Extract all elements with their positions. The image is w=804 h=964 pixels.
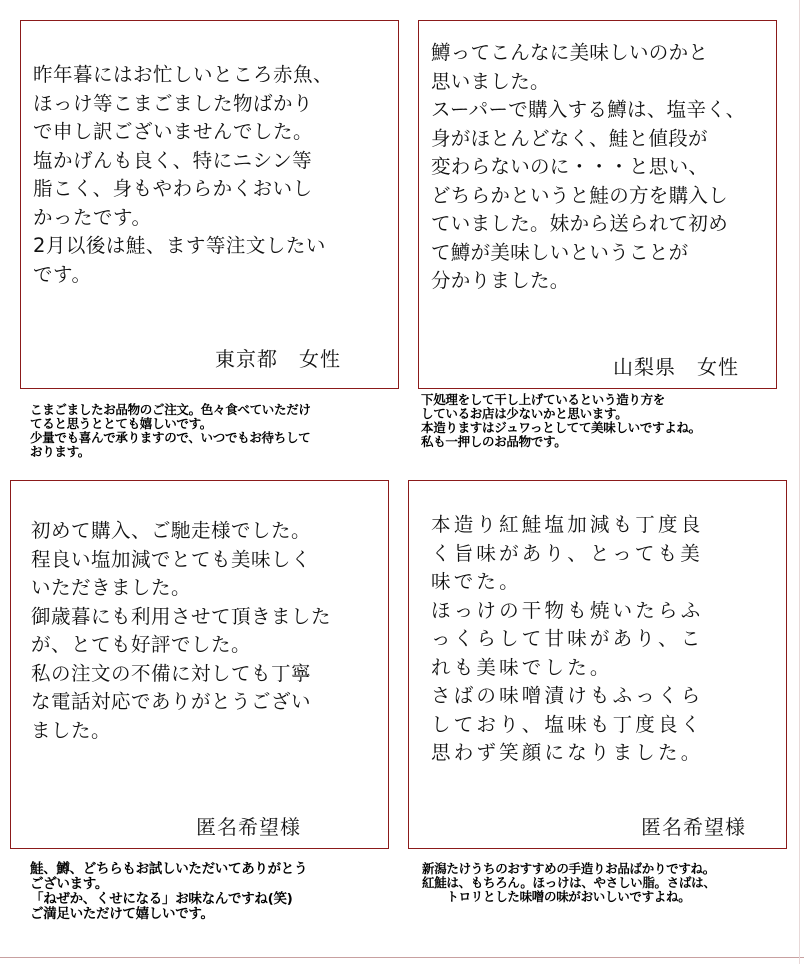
bottom-divider [0, 957, 804, 958]
review-body-2: 鱒ってこんなに美味しいのかと 思いました。 スーパーで購入する鱒は、塩辛く、 身がほとんどなく、鮭と値段が 変わらないのに・・・と思い、 どちらかというと鮭の方を購入し ていました。妹から送られて初め て鱒が美味しいということが 分かりました。 [431, 41, 746, 292]
shop-reply-3: 鮭、鱒、どちらもお試しいただいてありがとう ございます。 「ねぜか、くせになる」お味なんですね(笑) ご満足いただけて嬉しいです。 [30, 861, 308, 922]
review-card-4 [408, 480, 787, 849]
shop-reply-4: 新潟たけうちのおすすめの手造りお品ばかりですね。 紅鮭は、もちろん。ほっけは、やさしい脂。さばは、 トロリとした味噌の味がおいしいですよね。 [422, 861, 716, 904]
review-card-1 [20, 20, 399, 389]
review-signature-3: 匿名希望様 [196, 815, 301, 839]
shop-reply-2: 下処理をして干し上げているという造り方を しているお店は少ないかと思います。 本造りますはジュワっとしてて美味しいですよね。 私も一押しのお品物です。 [421, 392, 701, 449]
review-card-3 [10, 480, 389, 849]
right-edge [799, 0, 800, 964]
shop-reply-1: こまごましたお品物のご注文。色々食べていただけ てると思うととても嬉しいです。 少量でも喜んで承りますので、いつでもお待ちして おります。 [30, 402, 311, 459]
review-signature-4: 匿名希望様 [641, 815, 746, 839]
review-signature-1: 東京都 女性 [215, 347, 341, 371]
review-body-3: 初めて購入、ご馳走様でした。 程良い塩加減でとても美味しく いただきました。 御歳暮にも利用させて頂きました が、とても好評でした。 私の注文の不備に対しても丁寧 な電話対応でありがとうござい ました。 [31, 519, 332, 742]
review-body-1: 昨年暮にはお忙しいところ赤魚、 ほっけ等こまごました物ばかり で申し訳ございませんでした。 塩かげんも良く、特にニシン等 脂こく、身もやわらかくおいし かったです。 2月以後は鮭、ます等注文したい です。 [33, 63, 334, 286]
review-signature-2: 山梨県 女性 [613, 355, 739, 379]
review-card-2 [418, 20, 777, 389]
review-body-4: 本造り紅鮭塩加減も丁度良 く旨味があり、とっても美 味でた。 ほっけの干物も焼いたらふ っくらして甘味があり、こ れも美味でした。 さばの味噌漬けもふっくら しており、塩味も丁度良く 思わず笑顔になりました。 [431, 513, 704, 764]
